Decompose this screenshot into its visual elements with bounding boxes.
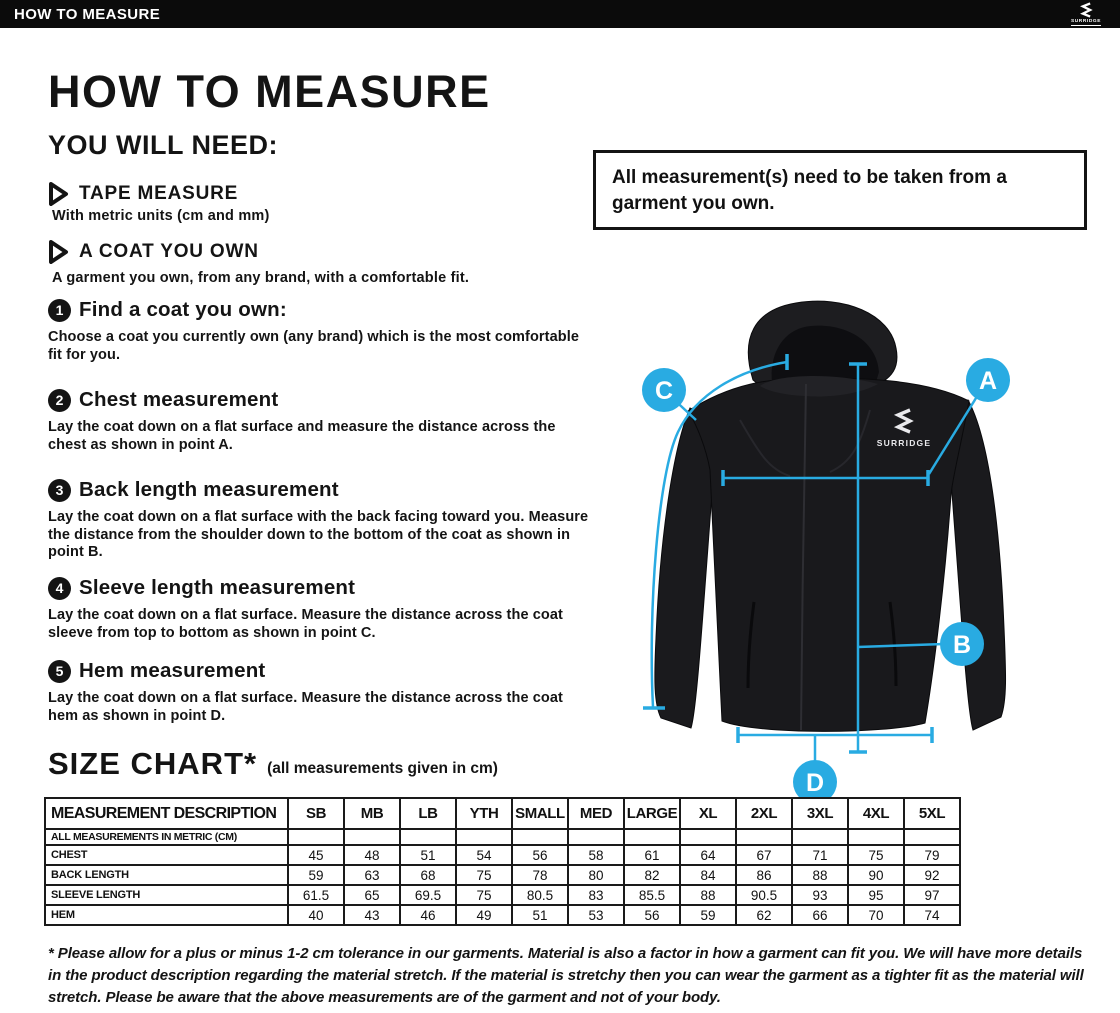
size-value-cell: 80 — [568, 865, 624, 885]
size-value-cell: 90.5 — [736, 885, 792, 905]
size-value-cell: 84 — [680, 865, 736, 885]
measurement-row-label: SLEEVE LENGTH — [45, 885, 288, 905]
empty-cell — [456, 829, 512, 845]
size-column-header: 3XL — [792, 798, 848, 829]
size-value-cell: 58 — [568, 845, 624, 865]
size-table-header-row — [45, 798, 960, 829]
size-value-cell: 86 — [736, 865, 792, 885]
size-value-cell: 93 — [792, 885, 848, 905]
empty-cell — [288, 829, 344, 845]
size-column-header: SMALL — [512, 798, 568, 829]
step-title: Sleeve length measurement — [79, 576, 356, 599]
size-value-cell: 56 — [512, 845, 568, 865]
size-value-cell: 78 — [512, 865, 568, 885]
empty-cell — [624, 829, 680, 845]
size-value-cell: 92 — [904, 865, 960, 885]
size-value-cell: 40 — [288, 905, 344, 925]
page-title: HOW TO MEASURE — [48, 66, 491, 117]
size-value-cell: 67 — [736, 845, 792, 865]
need-item-desc: With metric units (cm and mm) — [52, 208, 270, 224]
surridge-logo — [1062, 2, 1110, 26]
size-value-cell: 88 — [792, 865, 848, 885]
jacket-measure-diagram — [590, 280, 1120, 810]
empty-cell — [400, 829, 456, 845]
measurement-row-label: HEM — [45, 905, 288, 925]
size-table-container — [44, 797, 961, 926]
empty-cell — [848, 829, 904, 845]
size-value-cell: 59 — [680, 905, 736, 925]
step-body: Lay the coat down on a flat surface. Measure the distance across the coat hem as shown in point D. — [48, 690, 563, 724]
size-chart-heading — [48, 746, 498, 782]
jacket-torso — [688, 378, 972, 731]
triangle-bullet-icon — [48, 182, 69, 206]
empty-cell — [736, 829, 792, 845]
size-value-cell: 74 — [904, 905, 960, 925]
size-table-row — [45, 845, 960, 865]
step-title: Back length measurement — [79, 478, 339, 501]
surridge-s-icon — [1079, 2, 1094, 18]
size-column-header: 5XL — [904, 798, 960, 829]
size-value-cell: 80.5 — [512, 885, 568, 905]
size-column-header: XL — [680, 798, 736, 829]
step-chest — [48, 388, 596, 454]
size-value-cell: 63 — [344, 865, 400, 885]
step-body: Choose a coat you currently own (any brand) which is the most comfortable fit for you. — [48, 329, 579, 363]
callout-c-label: C — [654, 377, 674, 405]
measurement-row-label: CHEST — [45, 845, 288, 865]
step-number-badge: 2 — [48, 389, 71, 412]
size-column-header: SB — [288, 798, 344, 829]
tolerance-footnote: * Please allow for a plus or minus 1-2 cm tolerance in our garments. Material is also a factor in how a garment can fit you. We will have more details in the product description regarding the material stretch. If the material is stretchy then you can wear the garment as a tighter fit as the material will stretch. Please be aware that the above measurements are of the garment and not of your body. — [48, 945, 1084, 1006]
notice-text: All measurement(s) need to be taken from a garment you own. — [612, 167, 1007, 214]
size-table-row — [45, 865, 960, 885]
size-column-header: YTH — [456, 798, 512, 829]
step-heading — [48, 576, 596, 600]
measurement-row-label: BACK LENGTH — [45, 865, 288, 885]
size-column-header: LB — [400, 798, 456, 829]
size-value-cell: 61.5 — [288, 885, 344, 905]
size-value-cell: 69.5 — [400, 885, 456, 905]
size-value-cell: 82 — [624, 865, 680, 885]
step-heading — [48, 388, 596, 412]
size-value-cell: 75 — [456, 885, 512, 905]
step-back-length — [48, 478, 596, 562]
size-chart-table — [44, 797, 961, 926]
size-value-cell: 45 — [288, 845, 344, 865]
size-value-cell: 95 — [848, 885, 904, 905]
empty-cell — [344, 829, 400, 845]
step-number-badge: 3 — [48, 479, 71, 502]
size-value-cell: 43 — [344, 905, 400, 925]
metric-note-row — [45, 829, 960, 845]
size-chart-title: SIZE CHART* — [48, 746, 258, 781]
step-heading — [48, 478, 596, 502]
size-value-cell: 66 — [792, 905, 848, 925]
size-table-row — [45, 905, 960, 925]
triangle-bullet-icon — [48, 240, 69, 264]
step-sleeve-length — [48, 576, 596, 642]
step-body: Lay the coat down on a flat surface and measure the distance across the chest as shown in point A. — [48, 419, 556, 453]
notice-box — [593, 150, 1087, 230]
step-body: Lay the coat down on a flat surface. Measure the distance across the coat sleeve from top to bottom as shown in point C. — [48, 607, 563, 641]
size-value-cell: 59 — [288, 865, 344, 885]
step-body: Lay the coat down on a flat surface with the back facing toward you. Measure the distance from the shoulder down to the bottom of the coat as shown in point B. — [48, 509, 589, 560]
metric-note-cell: ALL MEASUREMENTS IN METRIC (CM) — [45, 829, 288, 845]
size-column-header: LARGE — [624, 798, 680, 829]
need-item-desc: A garment you own, from any brand, with a comfortable fit. — [52, 270, 470, 286]
size-value-cell: 53 — [568, 905, 624, 925]
size-value-cell: 65 — [344, 885, 400, 905]
size-value-cell: 62 — [736, 905, 792, 925]
step-find-coat — [48, 298, 596, 364]
empty-cell — [904, 829, 960, 845]
step-title: Find a coat you own: — [79, 298, 287, 321]
svg-text:SURRIDGE: SURRIDGE — [876, 438, 932, 448]
step-hem — [48, 659, 596, 725]
you-will-need-heading: YOU WILL NEED: — [48, 130, 279, 160]
size-value-cell: 75 — [456, 865, 512, 885]
step-heading — [48, 298, 596, 322]
size-value-cell: 64 — [680, 845, 736, 865]
size-value-cell: 68 — [400, 865, 456, 885]
size-table-row — [45, 885, 960, 905]
jacket-left-sleeve — [655, 408, 714, 728]
size-value-cell: 79 — [904, 845, 960, 865]
size-value-cell: 46 — [400, 905, 456, 925]
empty-cell — [568, 829, 624, 845]
top-bar — [0, 0, 1120, 28]
empty-cell — [792, 829, 848, 845]
empty-cell — [512, 829, 568, 845]
need-item-label: A COAT YOU OWN — [79, 241, 259, 262]
surridge-logo-word: SURRIDGE — [1070, 19, 1102, 24]
empty-cell — [680, 829, 736, 845]
size-value-cell: 51 — [512, 905, 568, 925]
size-value-cell: 85.5 — [624, 885, 680, 905]
size-column-header: MED — [568, 798, 624, 829]
size-column-header: MB — [344, 798, 400, 829]
step-title: Chest measurement — [79, 388, 279, 411]
step-number-badge: 4 — [48, 577, 71, 600]
callout-a-label: A — [978, 367, 998, 395]
callout-b-label: B — [952, 631, 972, 659]
size-value-cell: 90 — [848, 865, 904, 885]
step-number-badge: 5 — [48, 660, 71, 683]
size-column-header: 2XL — [736, 798, 792, 829]
size-value-cell: 61 — [624, 845, 680, 865]
size-value-cell: 71 — [792, 845, 848, 865]
size-value-cell: 70 — [848, 905, 904, 925]
step-number-badge: 1 — [48, 299, 71, 322]
need-item-label: TAPE MEASURE — [79, 183, 239, 204]
size-value-cell: 51 — [400, 845, 456, 865]
size-value-cell: 54 — [456, 845, 512, 865]
size-value-cell: 48 — [344, 845, 400, 865]
need-item-tape-measure — [48, 182, 238, 206]
top-bar-title: HOW TO MEASURE — [14, 5, 161, 23]
size-value-cell: 75 — [848, 845, 904, 865]
need-item-coat — [48, 240, 259, 264]
size-value-cell: 97 — [904, 885, 960, 905]
size-value-cell: 49 — [456, 905, 512, 925]
size-chart-subtitle: (all measurements given in cm) — [267, 760, 498, 777]
step-title: Hem measurement — [79, 659, 266, 682]
size-value-cell: 56 — [624, 905, 680, 925]
size-value-cell: 83 — [568, 885, 624, 905]
step-heading — [48, 659, 596, 683]
size-column-header: 4XL — [848, 798, 904, 829]
size-value-cell: 88 — [680, 885, 736, 905]
measurement-description-header: MEASUREMENT DESCRIPTION — [45, 798, 288, 829]
callout-d-label: D — [805, 769, 825, 797]
size-table-body — [45, 829, 960, 925]
